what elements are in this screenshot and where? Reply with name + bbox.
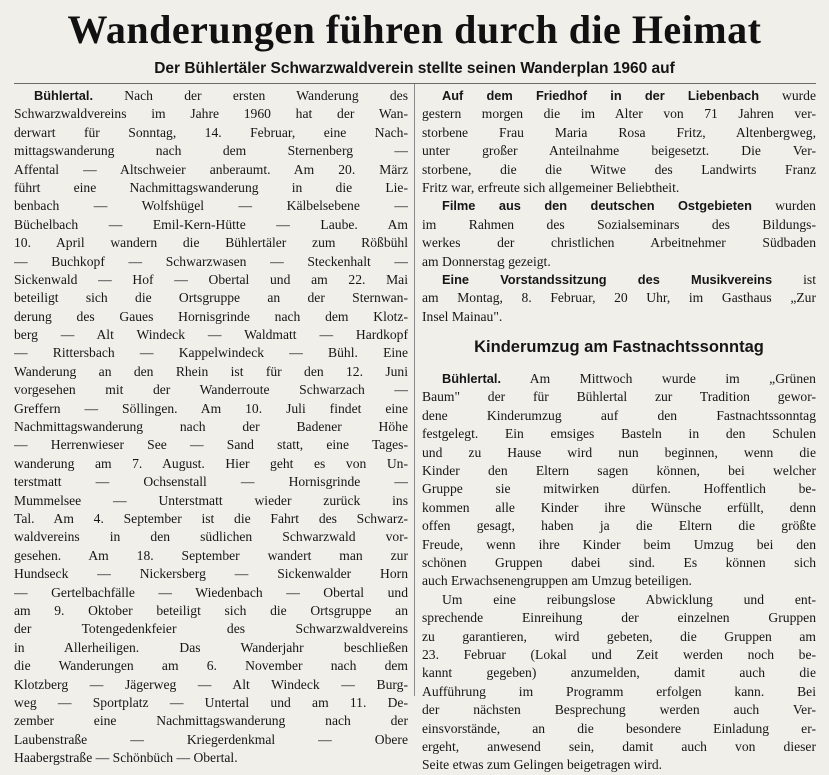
article-line: werkes der christlichen Arbeitnehmer Südbaden [422,235,816,251]
article-line: schönen Gruppen dabei sind. Es können sich [422,554,816,570]
article-line: der Totengedenkfeier des Schwarzwaldvereins [14,621,408,637]
article-line: zember eine Nachmittagswanderung nach der [14,713,408,729]
article-line: dene Kinderumzug auf den Fastnachtssonntag [422,407,816,423]
article-line: Wanderung an den Rhein ist für den 12. Juni [14,363,408,379]
article-line: Mummelsee — Unterstmatt wieder zurück ins [14,492,408,508]
vorstand-lead: Eine Vorstandssitzung des Musikvereins [442,271,773,287]
article-line: Sickenwald — Hof — Obertal und am 22. Mai [14,271,408,287]
article-line: Bühlertal. Nach der ersten Wanderung des [34,88,408,103]
article-line: am 9. Oktober beteiligt sich die Ortsgruppe an [14,602,408,618]
article-line: Laubenstraße — Kriegerdenkmal — Obere [14,731,408,747]
left-column-article [14,87,408,767]
article-line: der nächsten Besprechung werden auch Ver- [422,702,816,718]
article-line: Um eine reibungslose Abwicklung und ent- [442,591,816,607]
article-line: 23. Februar (Lokal und Zeit werden noch be- [422,646,816,662]
article-line: kannt gegeben) anzumelden, damit auch die [422,665,816,681]
article-line: derung des Gaues Hornisgrinde nach dem Klotz- [14,308,408,324]
headline: Wanderungen führen durch die Heimat [67,7,762,52]
article-line: 10. April wandern die Bühlertäler zum Rößbühl [14,235,408,251]
article-line: terstmatt — Ochsenstall — Hornisgrinde — [14,474,408,490]
article-line: Klotzberg — Jägerweg — Alt Windeck — Burg- [14,676,408,692]
article-line: derwart für Sonntag, 14. Februar, eine Nach- [14,124,408,140]
filme-lead: Filme aus den deutschen Ostgebieten [442,198,752,214]
article-line: und zu Hause wird nun beginnen, wenn die [422,444,816,460]
article-line: Nachmittagswanderung nach der Badener Höhe [14,419,408,435]
article-line: — Buchkopf — Schwarzwasen — Steckenhalt — [14,253,408,269]
article-line: Seite etwas zum Gelingen beigetragen wird. [422,757,663,773]
dateline: Bühlertal. [442,371,502,387]
article-line: mittagswanderung nach dem Sternenberg — [14,143,408,159]
kinderumzug-heading: Kinderumzug am Fastnachtssonntag [474,338,764,357]
article-line: wanderung am 7. August. Hier geht es von Un- [14,455,408,471]
article-line: vorgesehen mit der Wanderroute Schwarzach — [14,382,408,398]
article-line: ergeht, anwesend sein, damit auch von dieser [422,738,816,754]
article-line: waldvereins in den südlichen Schwarzwald vor- [14,529,408,545]
article-line: Baum" der für Bühlertal zur Tradition gewor- [422,389,816,405]
header-rule [14,83,816,84]
article-line: zu garantieren, wird gebeten, die Gruppen am [422,628,816,644]
article-line: gesehen. Am 18. September wandert man zur [14,547,408,563]
article-line: — Gertelbachfälle — Wiedenbach — Obertal und [14,584,408,600]
article-line: Freude, wenn ihre Kinder beim Umzug bei den [422,536,816,552]
friedhof-lead: Auf dem Friedhof in der Liebenbach [442,88,760,103]
article-line: berg — Alt Windeck — Waldmatt — Hardkopf [14,327,408,343]
article-line: führt eine Nachmittagswanderung in die Lie- [14,179,408,195]
article-line: am Donnerstag gezeigt. [422,253,551,269]
column-divider [414,84,415,696]
article-line: Insel Mainau". [422,308,503,324]
article-line: — Herrenwieser See — Sand statt, eine Tages- [14,437,408,453]
article-line: storbene, die die Witwe des Landwirts Franz [422,161,816,177]
article-line: festgelegt. Ein emsiges Basteln in den Schulen [422,426,816,442]
article-line: Bühlertal. Am Mittwoch wurde im „Grünen [442,371,816,387]
subheadline: Der Bühlertäler Schwarzwaldverein stellte seinen Wanderplan 1960 auf [154,60,675,77]
article-line: weg — Sportplatz — Untertal und am 11. De- [14,694,408,710]
article-line: in Allerheiligen. Das Wanderjahr beschließen [14,639,408,655]
article-line: am Montag, 8. Februar, 20 Uhr, im Gasthaus „Zur [422,290,816,306]
article-line: Affental — Altschweier anberaumt. Am 20. März [14,161,408,177]
article-line: Tal. Am 4. September ist die Fahrt des Schwarz- [14,510,408,526]
article-line: Haabergstraße — Schönbüch — Obertal. [14,750,238,766]
dateline: Bühlertal. [34,88,94,103]
article-line: Eine Vorstandssitzung des Musikvereins ist [442,271,816,287]
article-line: Aufführung im Programm erfolgen kann. Bei [422,683,816,699]
article-line: Kinder den Eltern sagen können, bei welcher [422,463,816,479]
article-line: gestern morgen die im Alter von 71 Jahren ver- [422,106,816,122]
article-line: Schwarzwaldvereins im Jahre 1960 hat der Wan- [14,106,408,122]
article-line: offen gesagt, haben ja die Eltern die größte [422,518,816,534]
article-line: die Wanderungen am 6. November nach dem [14,658,408,674]
article-line: — Rittersbach — Kappelwindeck — Bühl. Eine [14,345,408,361]
article-line: storbene Frau Maria Rosa Fritz, Altenbergweg, [422,124,816,140]
article-line: beteiligt sich die Ortsgruppe an der Sternwan- [14,290,408,306]
article-line: Greffern — Söllingen. Am 10. Juli findet eine [14,400,408,416]
article-line: kommen alle Kinder ihre Wünsche erfüllt, denn [422,499,816,515]
article-line: Gruppe sie mitwirken dürfen. Hoffentlich be- [422,481,816,497]
article-line: einsvorstände, an die besondere Einladung er- [422,720,816,736]
article-line: Fritz war, erfreute sich allgemeiner Beliebtheit. [422,179,680,195]
article-line: sprechende Einreihung der einzelnen Gruppen [422,610,816,626]
article-line: Filme aus den deutschen Ostgebieten wurden [442,198,816,214]
article-line: benbach — Wolfshügel — Kälbelsebene — [14,198,408,214]
article-line: unter großer Anteilnahme beigesetzt. Die Ver- [422,143,816,159]
article-line: Auf dem Friedhof in der Liebenbach wurde [442,88,816,103]
article-line: Hundseck — Nickersberg — Sickenwalder Horn [14,566,408,582]
article-line: auch Erwachsenengruppen am Umzug beteiligen. [422,573,692,589]
article-line: im Rahmen des Sozialseminars des Bildungs- [422,216,816,232]
article-line: Büchelbach — Emil-Kern-Hütte — Laube. Am [14,216,408,232]
right-column [422,87,816,775]
